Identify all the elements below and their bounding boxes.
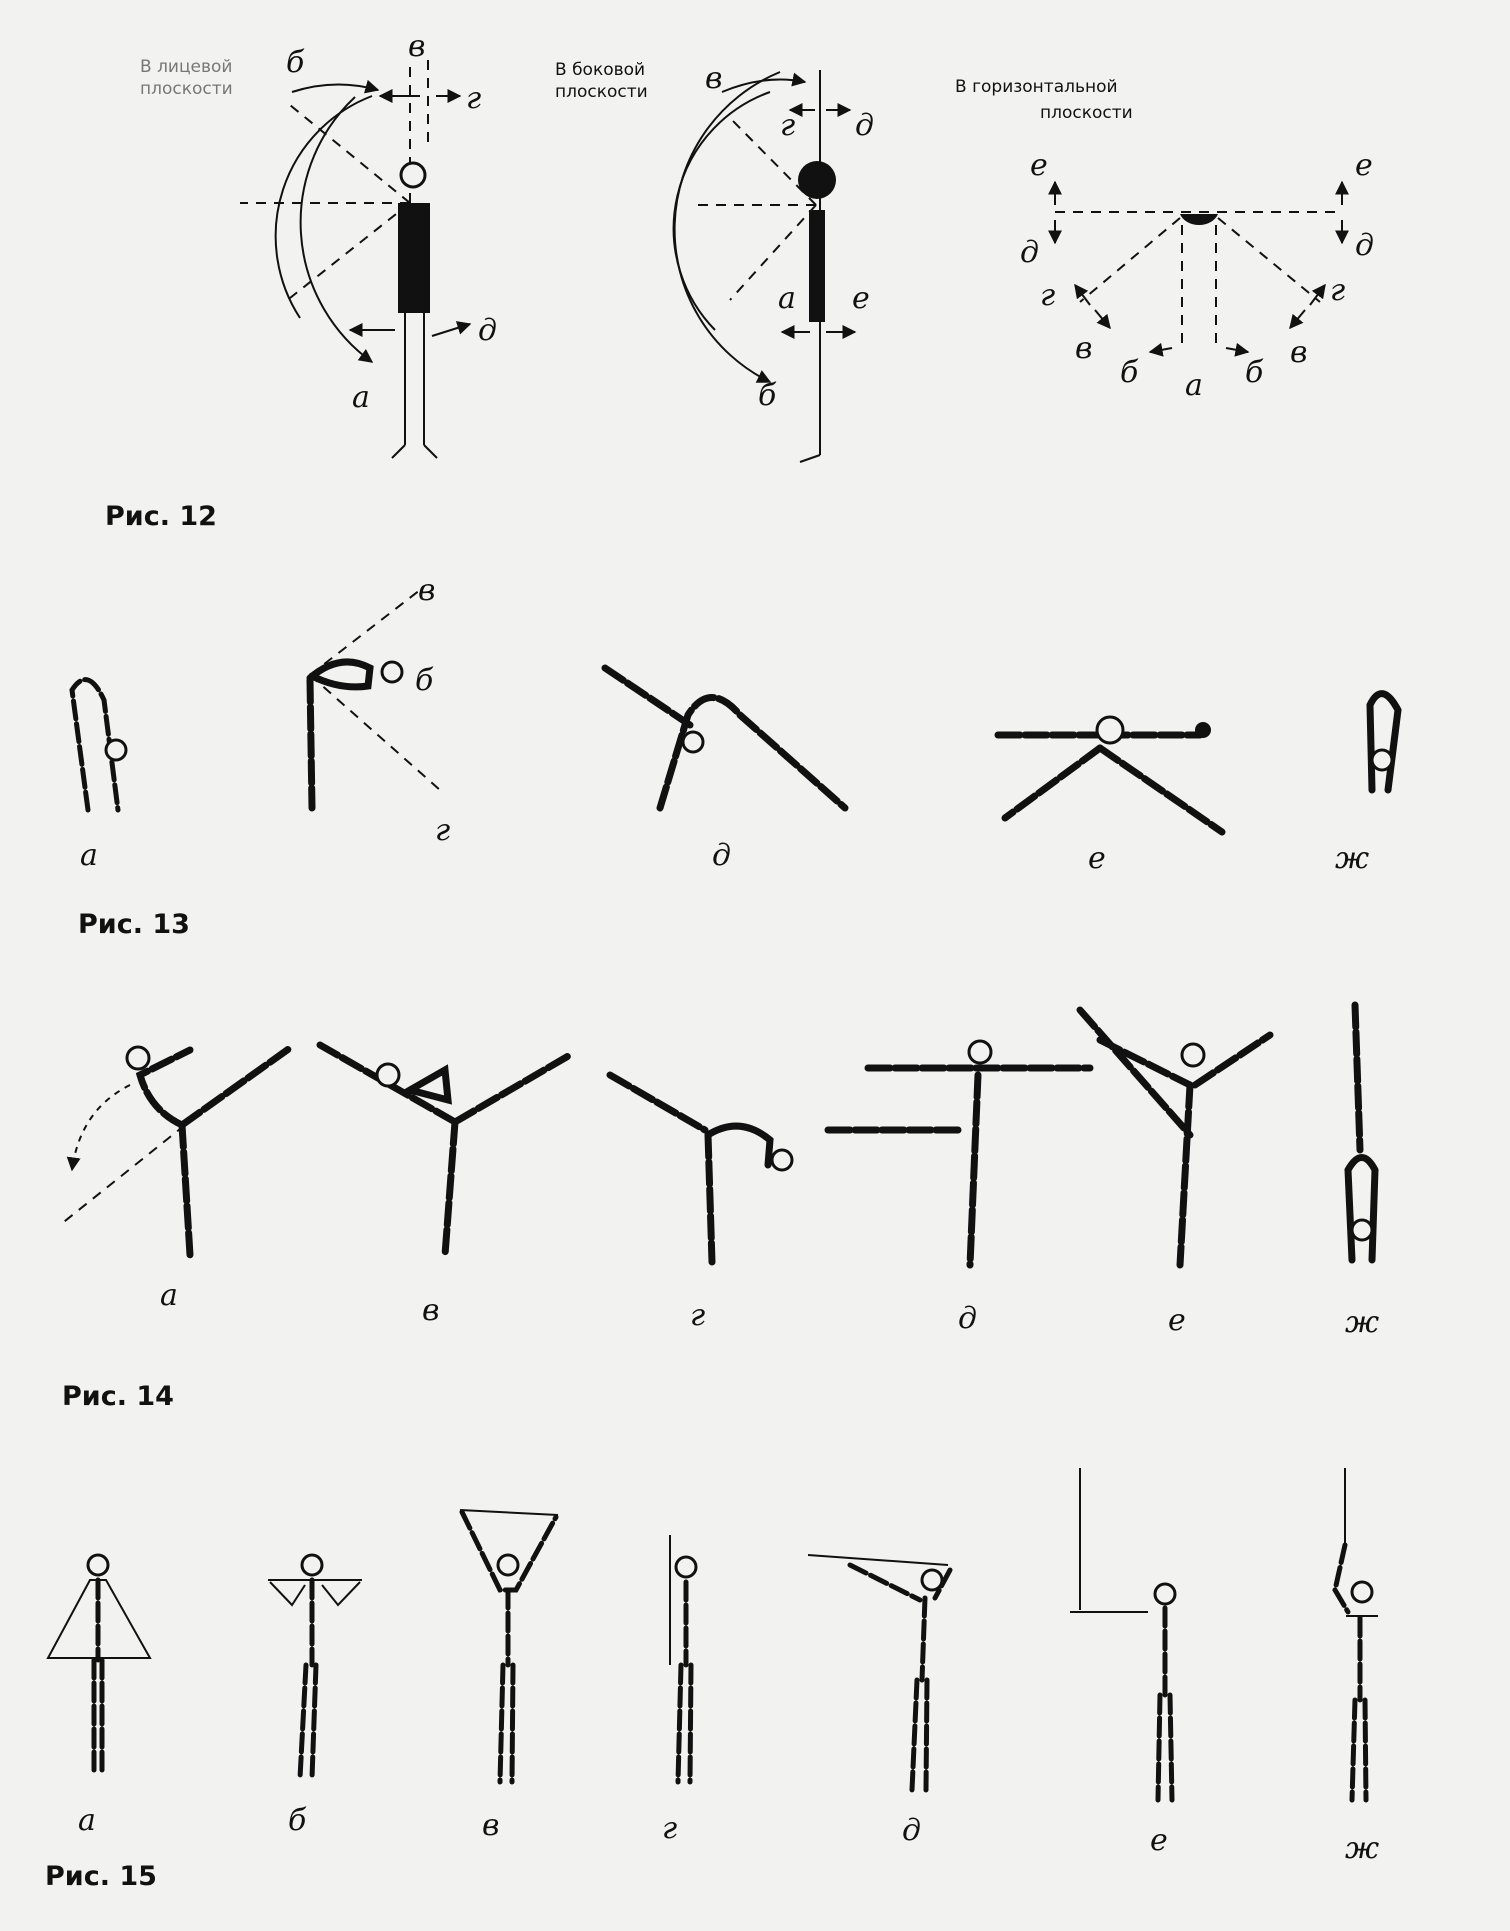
frontal-label-d: д <box>478 313 498 348</box>
horizontal-label-e-right: е <box>1355 148 1373 183</box>
fig14-label-d: д <box>958 1301 978 1336</box>
fig14-e-arm-left <box>1100 1040 1190 1085</box>
fig15-b-leg-right <box>312 1665 316 1778</box>
horizontal-label-e-left: е <box>1030 148 1048 183</box>
fig14-caption: Рис. 14 <box>62 1381 174 1412</box>
fig14-g-raised-leg <box>610 1075 705 1130</box>
fig15-g-head <box>676 1557 696 1577</box>
frontal-plane-title-line2: плоскости <box>140 79 233 99</box>
fig14-e-head <box>1182 1044 1204 1066</box>
horizontal-label-d-right: д <box>1355 228 1375 263</box>
fig13-pose-d <box>605 668 845 873</box>
fig14-e-arm-right <box>1195 1035 1270 1085</box>
fig13-b-legs <box>310 680 312 808</box>
arrow-d-right <box>432 324 470 336</box>
fig15-pose-v <box>460 1510 558 1843</box>
horizontal-label-v-right: в <box>1290 335 1308 370</box>
horizontal-plane-title-line2: плоскости <box>1040 103 1133 123</box>
fig15-zh-leg-right <box>1365 1700 1366 1800</box>
fig13-caption: Рис. 13 <box>78 909 190 940</box>
fig13-e-leg-left <box>1005 748 1100 818</box>
frontal-figure-torso <box>398 203 430 313</box>
fig12-horizontal-plane-diagram <box>955 77 1374 403</box>
fig14-v-torso <box>410 1070 448 1100</box>
fig14-g-standing-leg <box>708 1135 712 1262</box>
fig14-d-head <box>969 1041 991 1063</box>
frontal-label-v: в <box>408 29 426 64</box>
fig15-figures <box>48 1468 1379 1866</box>
fig15-g-leg-left <box>678 1665 681 1782</box>
frontal-figure-foot-right <box>424 445 437 458</box>
fig15-d-torso <box>922 1598 925 1680</box>
frontal-label-g: г <box>466 81 482 116</box>
fig14-e-standing-leg <box>1180 1085 1190 1265</box>
fig13-pose-a <box>72 680 126 873</box>
horizontal-head-top-view <box>1180 214 1218 225</box>
horizontal-radius-right <box>1218 218 1320 302</box>
fig14-g-head <box>772 1150 792 1170</box>
fig15-v-bar <box>460 1510 558 1515</box>
fig14-label-zh: ж <box>1345 1305 1380 1340</box>
fig14-pose-v <box>320 1045 570 1328</box>
fig15-e-leg-left <box>1158 1695 1160 1800</box>
fig14-e-raised-leg <box>1080 1010 1190 1135</box>
fig13-e-head <box>1097 717 1123 743</box>
fig14-pose-g <box>610 1075 792 1333</box>
fig14-label-e: е <box>1168 1303 1186 1338</box>
horizontal-arrow-b-right <box>1226 348 1248 352</box>
fig14-g-torso <box>708 1126 770 1165</box>
fig15-d-head <box>922 1570 942 1590</box>
fig15-d-leg-left <box>912 1680 917 1790</box>
fig13-b-head <box>382 662 402 682</box>
fig14-pose-zh <box>1345 1005 1379 1340</box>
fig15-d-leg-right <box>926 1680 927 1790</box>
side-figure-head <box>798 161 836 199</box>
fig13-label-zh: ж <box>1335 841 1370 876</box>
fig15-v-leg-left <box>500 1665 503 1782</box>
fig15-caption: Рис. 15 <box>45 1861 157 1892</box>
fig15-zh-head <box>1352 1582 1372 1602</box>
side-plane-title-line1: В боковой <box>555 60 646 80</box>
fig15-v-leg-right <box>512 1665 513 1782</box>
horizontal-plane-title-line1: В горизонтальной <box>955 77 1118 97</box>
fig15-pose-d <box>808 1555 950 1848</box>
horizontal-label-b-left: б <box>1120 355 1139 390</box>
side-arc-outer-arrow <box>675 72 780 382</box>
horizontal-label-d-left: д <box>1020 235 1040 270</box>
fig15-label-b: б <box>288 1803 307 1838</box>
fig13-d-arm <box>605 668 690 725</box>
horizontal-label-g-left: г <box>1040 278 1056 313</box>
fig13-d-body <box>660 698 845 809</box>
fig14-pose-a <box>60 1047 290 1313</box>
fig13-pose-e <box>998 717 1222 876</box>
fig15-label-zh: ж <box>1345 1831 1380 1866</box>
side-label-v: в <box>705 61 723 96</box>
radius-down-diagonal <box>290 203 410 298</box>
fig14-figures <box>60 1005 1379 1340</box>
frontal-plane-title-line1: В лицевой <box>140 57 233 77</box>
fig14-label-v: в <box>422 1293 440 1328</box>
horizontal-label-b-right: б <box>1245 355 1264 390</box>
fig13-pose-b <box>310 573 450 848</box>
fig15-pose-zh <box>1335 1468 1379 1866</box>
fig13-label-d: д <box>712 838 732 873</box>
fig15-e-leg-right <box>1170 1695 1172 1800</box>
fig15-pose-b <box>268 1555 362 1838</box>
horizontal-label-a: а <box>1185 368 1203 403</box>
fig12-caption: Рис. 12 <box>105 501 217 532</box>
fig13-zh-head <box>1372 750 1392 770</box>
arc-top-arrow <box>292 84 378 92</box>
fig15-zh-leg-left <box>1352 1700 1355 1800</box>
fig15-v-head <box>498 1555 518 1575</box>
fig14-zh-body <box>1348 1158 1375 1261</box>
fig13-a-head <box>106 740 126 760</box>
horizontal-arrow-g-right <box>1310 285 1325 305</box>
fig14-d-standing-leg <box>970 1075 978 1265</box>
fig15-pose-g <box>662 1535 696 1846</box>
fig14-a-dashed-arc <box>72 1085 130 1170</box>
fig13-e-hand <box>1195 722 1211 738</box>
fig15-label-a: а <box>78 1803 96 1838</box>
arc-outer-arrow <box>301 97 372 362</box>
horizontal-label-g-right: г <box>1330 273 1346 308</box>
fig13-label-a: а <box>80 838 98 873</box>
horizontal-arrow-v-right <box>1290 310 1305 328</box>
fig15-label-g: г <box>662 1811 678 1846</box>
fig13-label-e: е <box>1088 841 1106 876</box>
frontal-figure-head <box>401 163 425 187</box>
fig14-pose-d <box>828 1041 1090 1336</box>
horizontal-arrow-g-left <box>1075 285 1090 305</box>
fig15-label-d: д <box>902 1813 922 1848</box>
fig15-d-stick <box>808 1555 948 1565</box>
side-label-g: г <box>780 108 796 143</box>
fig15-pose-a <box>48 1555 150 1838</box>
fig13-figures <box>72 573 1398 876</box>
fig15-v-arms <box>462 1512 556 1590</box>
fig15-e-head <box>1155 1584 1175 1604</box>
fig13-label-b: б <box>415 663 434 698</box>
fig13-label-v: в <box>418 573 436 608</box>
frontal-label-b: б <box>286 45 305 80</box>
side-axis-foot <box>800 455 820 462</box>
horizontal-radius-left <box>1080 218 1180 302</box>
fig14-a-head <box>127 1047 149 1069</box>
fig15-label-e: е <box>1150 1823 1168 1858</box>
fig13-label-g: г <box>435 813 451 848</box>
fig13-e-leg-right <box>1100 748 1222 832</box>
side-plane-title-line2: плоскости <box>555 82 648 102</box>
fig15-a-head <box>88 1555 108 1575</box>
fig14-v-raised-leg <box>455 1055 570 1122</box>
fig14-label-a: а <box>160 1278 178 1313</box>
radius-up-diagonal <box>290 105 410 203</box>
frontal-label-a: а <box>352 380 370 415</box>
fig15-b-head <box>302 1555 322 1575</box>
frontal-figure-foot-left <box>392 445 405 458</box>
fig12-frontal-plane-diagram <box>140 29 497 458</box>
fig15-b-arms <box>270 1582 360 1605</box>
side-label-a: а <box>778 281 796 316</box>
fig14-pose-e <box>1080 1010 1270 1338</box>
side-label-e: е <box>852 281 870 316</box>
fig15-pose-e <box>1070 1468 1175 1858</box>
fig13-pose-zh <box>1335 694 1398 876</box>
horizontal-arrow-b-left <box>1150 348 1172 352</box>
fig14-v-head <box>377 1064 399 1086</box>
arc-inner <box>276 96 372 318</box>
fig13-b-torso <box>310 662 370 687</box>
side-figure-torso <box>809 210 825 322</box>
fig14-a-standing-leg <box>182 1125 190 1255</box>
side-label-b: б <box>758 378 777 413</box>
fig14-v-standing-leg <box>445 1122 455 1255</box>
fig15-label-v: в <box>482 1808 500 1843</box>
fig14-zh-head <box>1352 1220 1372 1240</box>
fig12-side-plane-diagram <box>555 60 874 462</box>
fig14-a-raised-leg <box>182 1048 290 1125</box>
fig13-zh-body <box>1370 694 1398 790</box>
horizontal-label-v-left: в <box>1075 331 1093 366</box>
fig14-label-g: г <box>690 1298 706 1333</box>
fig15-zh-raised-arm <box>1335 1545 1348 1612</box>
fig15-b-leg-left <box>300 1665 306 1778</box>
fig13-d-head <box>683 732 703 752</box>
side-radius-down-diagonal <box>730 205 816 300</box>
side-label-d: д <box>855 108 875 143</box>
fig14-zh-raised-leg <box>1355 1005 1360 1150</box>
horizontal-arrow-v-left <box>1095 310 1110 328</box>
side-arc-top-arrow <box>722 80 805 92</box>
fig15-g-leg-right <box>690 1665 691 1782</box>
